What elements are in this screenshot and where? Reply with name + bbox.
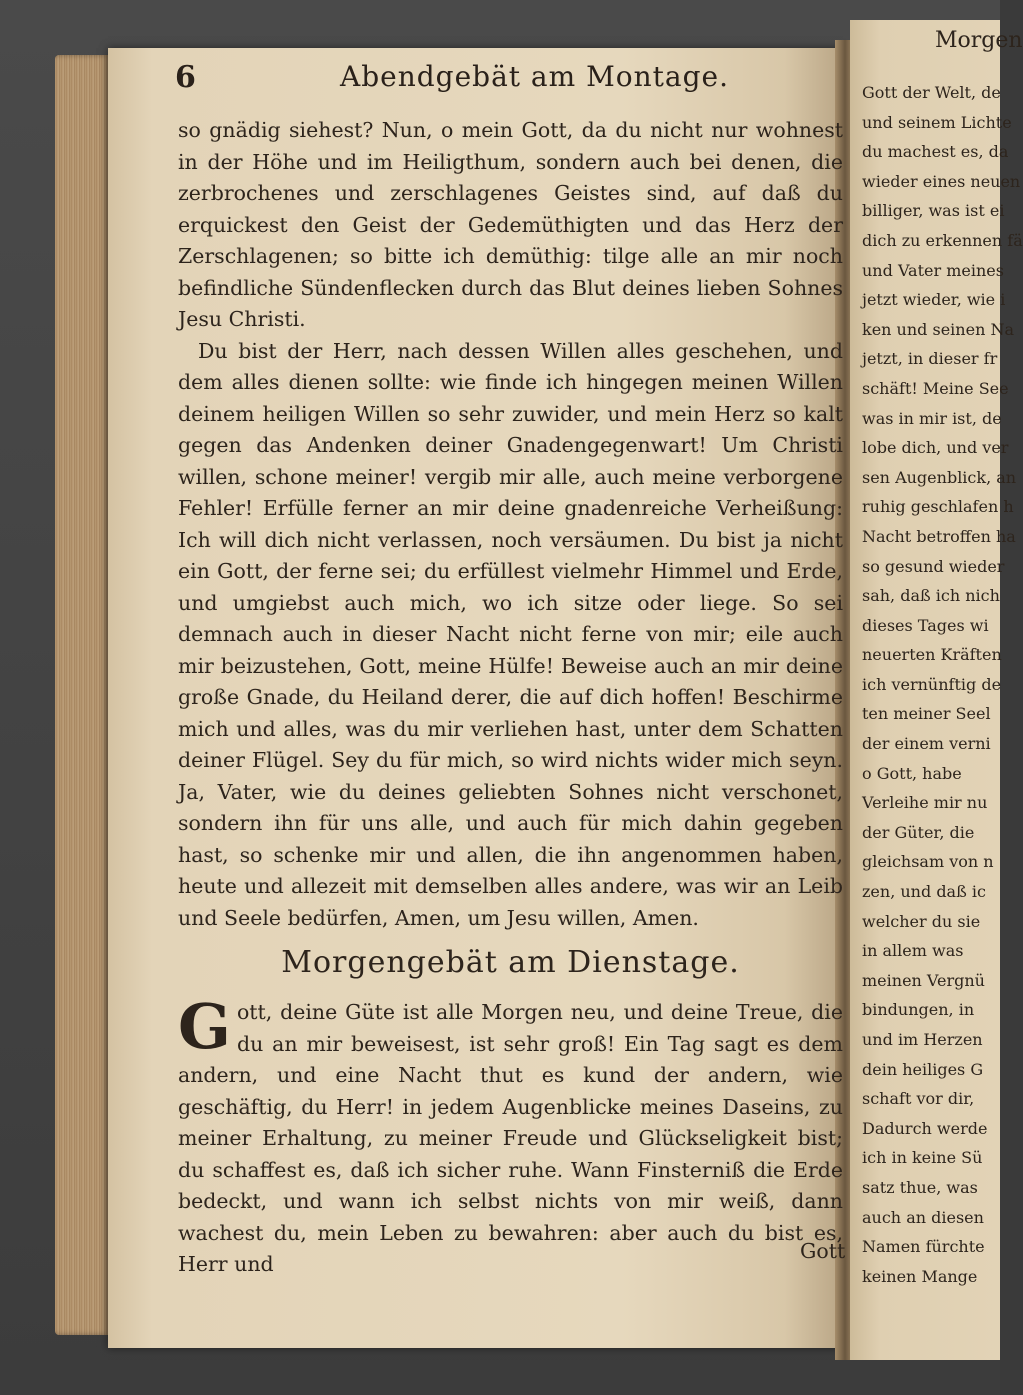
right-page-line: welcher du sie <box>862 911 981 931</box>
right-page-line: und seinem Lichte <box>862 112 1012 132</box>
page-number: 6 <box>175 60 196 95</box>
right-page-header: Morgen <box>935 28 1023 53</box>
right-page-line: schaft vor dir, <box>862 1089 975 1109</box>
right-page-line: der Güter, die <box>862 822 975 842</box>
right-page-line: Nacht betroffen ha <box>862 526 1016 546</box>
right-page-line: in allem was <box>862 941 964 961</box>
right-page-line: was in mir ist, de <box>862 408 1002 428</box>
right-page-line: sah, daß ich nich <box>862 586 1000 606</box>
right-page-line: auch an diesen <box>862 1207 984 1227</box>
right-page-line: ich in keine Sü <box>862 1148 983 1168</box>
right-page-line: du machest es, da <box>862 142 1009 162</box>
right-page-line: dich zu erkennen fä <box>862 230 1023 250</box>
right-page-line: gleichsam von n <box>862 852 994 872</box>
right-page-line: lobe dich, und ver <box>862 438 1009 458</box>
paragraph-1: so gnädig siehest? Nun, o mein Gott, da du nicht nur wohnest in der Höhe und im Heiligthum, sondern auch bei denen, die zerbrochenes und zerschlagenes Geistes sind, auf daß du erquickest den Geist der Gedemüthigten und das Herz der Zerschlagenen; so bitte ich demüthig: tilge alle an mir noch befindliche Sündenflecken durch das Blut deines lieben Sohnes Jesu Christi. <box>178 118 843 331</box>
right-page-line: meinen Vergnü <box>862 970 985 990</box>
right-page-line: sen Augenblick, an <box>862 467 1017 487</box>
right-page-line: keinen Mange <box>862 1266 978 1286</box>
section-heading: Morgengebät am Dienstage. <box>281 945 740 980</box>
right-page-line: wieder eines neuen <box>862 171 1021 191</box>
running-title: Abendgebät am Montage. <box>340 60 729 93</box>
right-page-line: der einem verni <box>862 734 991 754</box>
paragraph-2: Du bist der Herr, nach dessen Willen alles geschehen, und dem alles dienen sollte: wie finde ich hingegen meinen Willen deinem heiligen Willen so sehr zuwider, und mein Herz so kalt gegen das Andenken deiner Gnadengegenwart! Um Christi willen, schone meiner! vergib mir alle, auch meine verborgene Fehler! Erfülle ferner an mir deine gnadenreiche Verheißung: Ich will dich nicht verlassen, noch versäumen. Du bist ja nicht ein Gott, der ferne sei; du erfüllest vielmehr Himmel und Erde, und umgiebst auch mich, wo ich sitze oder liege. So sei demnach auch in dieser Nacht nicht ferne von mir; eile auch mir beizustehen, Gott, meine Hülfe! Beweise auch an mir deine große Gnade, du Heiland derer, die auf dich hoffen! Beschirme mich und alles, was du mir verliehen hast, unter dem Schatten deiner Flügel. Sey du für mich, so wird nichts wider mich seyn. Ja, Vater, wie du deines geliebten Sohnes nicht verschonet, sondern ihn für uns alle, und auch für mich dahin gegeben hast, so schenke mir und allen, die ihn angenommen haben, heute und allezeit mit demselben alles andere, was wir an Leib und Seele bedürfen, Amen, um Jesu willen, Amen. <box>178 338 843 930</box>
right-page-line: neuerten Kräften <box>862 645 1002 665</box>
right-page-line: jetzt, in dieser fr <box>862 349 998 369</box>
section-text <box>178 990 846 1281</box>
right-page-line: ruhig geschlafen h <box>862 497 1014 517</box>
drop-cap: G <box>178 990 231 1063</box>
right-page-line: und im Herzen <box>862 1030 983 1049</box>
page-header <box>120 58 820 94</box>
right-page-line: ten meiner Seel <box>862 704 991 724</box>
right-page-line: schäft! Meine See <box>862 378 1009 398</box>
right-page-line: jetzt wieder, wie i <box>862 290 1006 310</box>
right-page-line: zen, und daß ic <box>862 882 986 902</box>
section-paragraph: ott, deine Güte ist alle Morgen neu, und deine Treue, die du an mir beweisest, ist sehr groß! Ein Tag sagt es dem andern, und eine Nacht thut es kund der andern, wie geschäftig, du Herr! in jedem Augenblicke meines Daseins, zu meiner Erhaltung, zu meiner Freude und Glückseligkeit bist; du schaffest es, daß ich sicher ruhe. Wann Finsterniß die Erde bedeckt, und wann ich selbst nichts von mir weiß, dann wachest du, mein Leben zu bewahren: aber auch du bist es, Herr und <box>178 1000 843 1276</box>
right-page-line: bindungen, in <box>862 1000 975 1020</box>
right-page-line: dein heiliges G <box>862 1059 984 1079</box>
page-edge <box>55 55 110 1335</box>
body-text <box>178 115 843 934</box>
right-page-text <box>862 78 1023 1291</box>
catchword: Gott <box>800 1239 846 1263</box>
right-page-line: Dadurch werde <box>862 1118 988 1138</box>
right-page-line: satz thue, was <box>862 1177 978 1197</box>
right-page-line: und Vater meines <box>862 260 1004 280</box>
right-page-line: billiger, was ist ei <box>862 201 1005 221</box>
right-page-line: dieses Tages wi <box>862 615 989 635</box>
right-page-line: so gesund wieder <box>862 556 1005 576</box>
right-page-line: ken und seinen Na <box>862 319 1014 339</box>
right-page-line: Verleihe mir nu <box>862 793 988 813</box>
right-page-line: Gott der Welt, de <box>862 83 1001 102</box>
right-page-line: o Gott, habe <box>862 763 962 783</box>
right-page-line: ich vernünftig de <box>862 674 1002 694</box>
right-page-line: Namen fürchte <box>862 1237 985 1257</box>
